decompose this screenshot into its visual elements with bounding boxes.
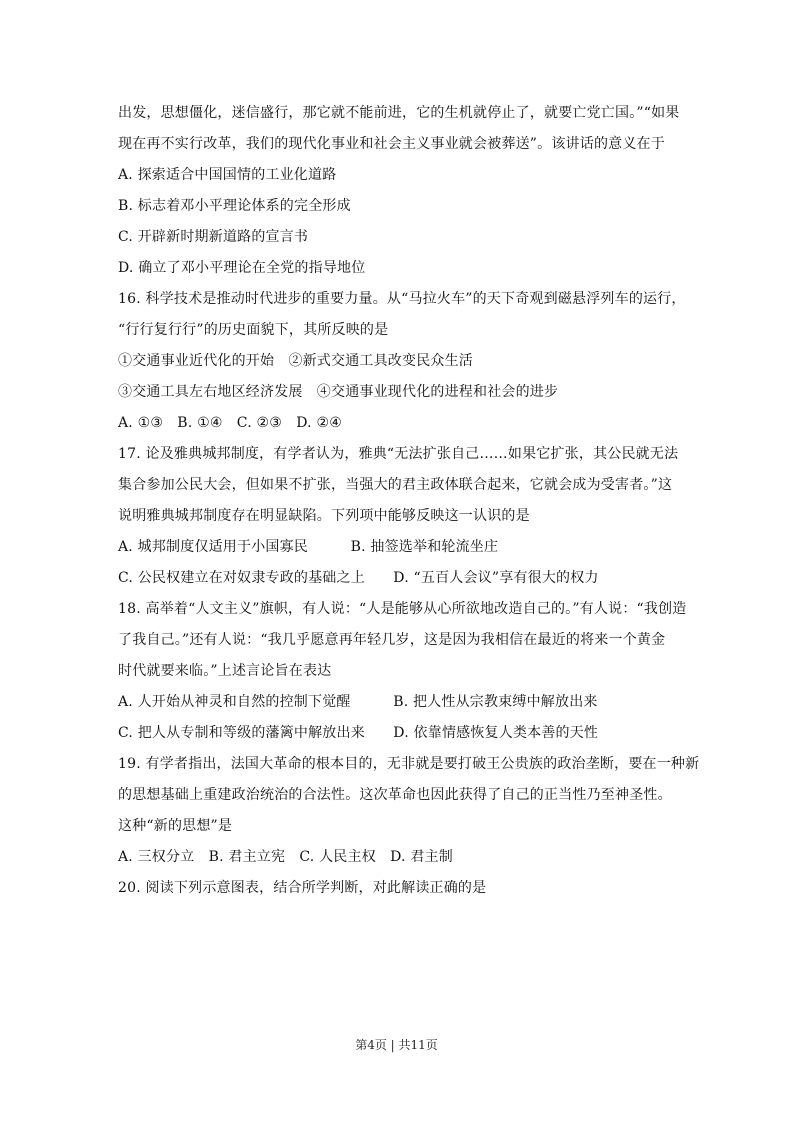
question-16: 16. 科学技术是推动时代进步的重要力量。从“马拉火车”的天下奇观到磁悬浮列车的运行， [118, 291, 686, 307]
question-19: 19. 有学者指出，法国大革命的根本目的，无非就是要打破王公贵族的政治垄断，要在一种新 [118, 756, 700, 772]
options-line: A. ①③ B. ①④ C. ②③ D. ②④ [118, 415, 342, 431]
text-line: 的思想基础上重建政治统治的合法性。这次革命也因此获得了自己的正当性乃至神圣性。 [118, 787, 672, 803]
text-line: 了我自己。”还有人说：“我几乎愿意再年轻几岁，这是因为我相信在最近的将来一个黄金 [118, 632, 666, 648]
options-line: A. 人开始从神灵和自然的控制下觉醒 B. 把人性从宗教束缚中解放出来 [118, 694, 598, 710]
options-line: A. 城邦制度仅适用于小国寡民 B. 抽签选举和轮流坐庄 [118, 539, 499, 555]
question-18: 18. 高举着“人文主义”旗帜，有人说：“人是能够从心所欲地改造自己的。”有人说：“我创造 [118, 601, 687, 617]
options-line: C. 把人从专制和等级的藩篱中解放出来 D. 依靠情感恢复人类本善的天性 [118, 725, 599, 741]
text-line: 集合参加公民大会，但如果不扩张，当强大的君主政体联合起来，它就会成为受害者。”这 [118, 477, 673, 493]
text-line: 时代就要来临。”上述言论旨在表达 [118, 663, 332, 679]
options-line: C. 公民权建立在对奴隶专政的基础之上 D. “五百人会议”享有很大的权力 [118, 570, 599, 586]
question-20: 20. 阅读下列示意图表，结合所学判断，对此解读正确的是 [118, 880, 487, 896]
options-line: A. 三权分立 B. 君主立宪 C. 人民主权 D. 君主制 [118, 849, 453, 865]
page-footer: 第4页 | 共11页 [355, 1038, 438, 1052]
text-line: 说明雅典城邦制度存在明显缺陷。下列项中能够反映这一认识的是 [118, 508, 530, 524]
statement-line: ③交通工具左右地区经济发展 ④交通事业现代化的进程和社会的进步 [118, 384, 559, 400]
statement-line: ①交通事业近代化的开始 ②新式交通工具改变民众生活 [118, 353, 473, 369]
text-line: 出发，思想僵化，迷信盛行，那它就不能前进，它的生机就停止了，就要亡党亡国。”“如果 [118, 105, 680, 121]
text-line: 现在再不实行改革，我们的现代化事业和社会主义事业就会被葬送”。该讲话的意义在于 [118, 136, 665, 152]
text-line: 这种“新的思想”是 [118, 818, 233, 834]
text-line: “行行复行行”的历史面貌下，其所反映的是 [118, 322, 389, 338]
option-c: C. 开辟新时期新道路的宣言书 [118, 229, 309, 245]
option-a: A. 探索适合中国国情的工业化道路 [118, 167, 337, 183]
option-d: D. 确立了邓小平理论在全党的指导地位 [118, 260, 366, 276]
option-b: B. 标志着邓小平理论体系的完全形成 [118, 198, 351, 214]
question-17: 17. 论及雅典城邦制度，有学者认为，雅典“无法扩张自己……如果它扩张，其公民就无法 [118, 446, 679, 462]
